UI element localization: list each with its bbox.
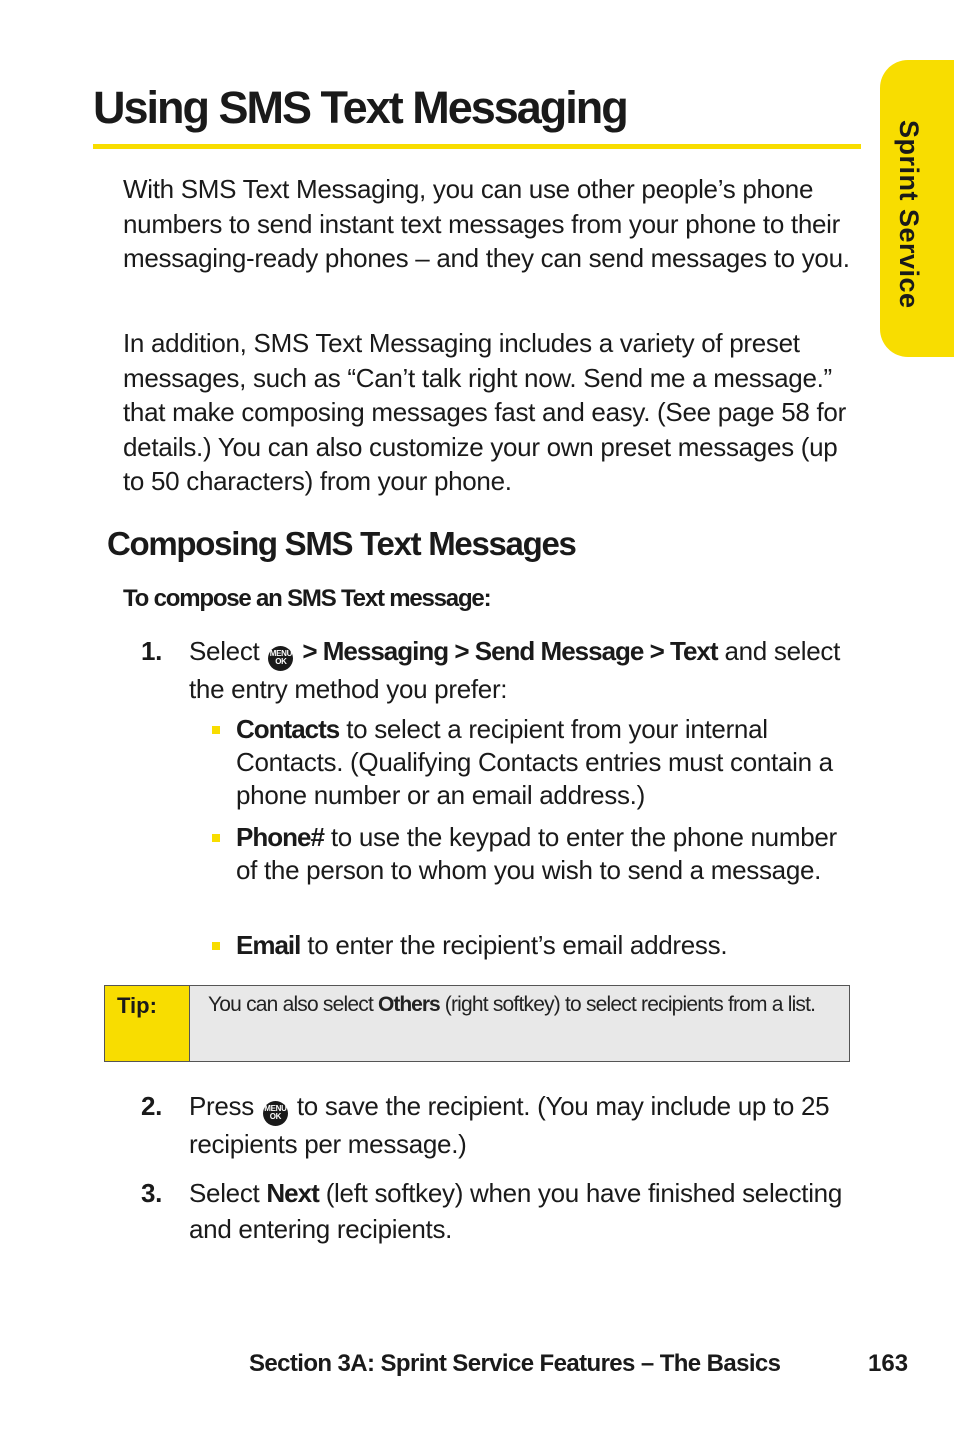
section-heading: Composing SMS Text Messages xyxy=(107,525,576,562)
list-item xyxy=(236,713,858,812)
step-number: 2. xyxy=(141,1091,163,1121)
bullet-square-icon xyxy=(212,726,220,734)
title-underline xyxy=(93,144,861,149)
tip-text: You can also select Others (right softkey) to select recipients from a list. xyxy=(208,993,816,1016)
tip-label: Tip: xyxy=(105,986,190,1061)
step-post-text: and select the entry method you prefer: xyxy=(189,636,841,704)
step-pre-text: Select xyxy=(189,636,260,666)
procedure-label: To compose an SMS Text message: xyxy=(123,585,491,612)
option-description: to enter the recipient’s email address. xyxy=(307,930,728,960)
step-text xyxy=(189,1088,857,1162)
step-number: 1. xyxy=(141,636,163,666)
softkey-name: Next xyxy=(266,1178,319,1208)
tip-box xyxy=(104,985,850,1062)
tip-softkey-name: Others xyxy=(378,993,440,1016)
page-number: 163 xyxy=(868,1350,909,1377)
option-name: Email xyxy=(236,930,301,960)
step-number: 3. xyxy=(141,1178,163,1208)
list-item xyxy=(236,929,858,962)
list-item xyxy=(236,821,858,887)
side-tab-label: Sprint Service xyxy=(894,120,924,309)
step-post-text: (left softkey) when you have finished selecting and entering recipients. xyxy=(189,1178,843,1244)
option-description: to use the keypad to enter the phone number of the person to whom you wish to send a message. xyxy=(236,822,837,885)
option-name: Contacts xyxy=(236,714,340,744)
step-text xyxy=(189,633,857,707)
option-description: to select a recipient from your internal Contacts. (Qualifying Contacts entries must contain a phone number or an email address.) xyxy=(236,714,833,810)
option-name: Phone# xyxy=(236,822,324,852)
step-pre-text: Select xyxy=(189,1178,260,1208)
intro-paragraph-2: In addition, SMS Text Messaging includes a variety of preset messages, such as “Can’t talk right now. Send me a message.” that make composing messages fast and easy. (See page 58 for details.) You can also customize your own preset messages (up to 50 characters) from your phone. xyxy=(123,328,846,496)
step-post-text: to save the recipient. (You may include up to 25 recipients per message.) xyxy=(189,1091,830,1159)
footer-section-title: Section 3A: Sprint Service Features – The Basics xyxy=(249,1350,781,1377)
menu-ok-key-icon: MENU OK xyxy=(268,646,293,671)
step-pre-text: Press xyxy=(189,1091,254,1121)
bullet-square-icon xyxy=(212,834,220,842)
page-title: Using SMS Text Messaging xyxy=(93,82,627,133)
intro-paragraph-1: With SMS Text Messaging, you can use other people’s phone numbers to send instant text messages from your phone to their messaging-ready phones – and they can send messages to you. xyxy=(123,174,850,273)
menu-path: > Messaging > Send Message > Text xyxy=(302,636,718,666)
step-text xyxy=(189,1175,857,1247)
bullet-square-icon xyxy=(212,942,220,950)
menu-ok-key-icon: MENU OK xyxy=(263,1101,288,1126)
